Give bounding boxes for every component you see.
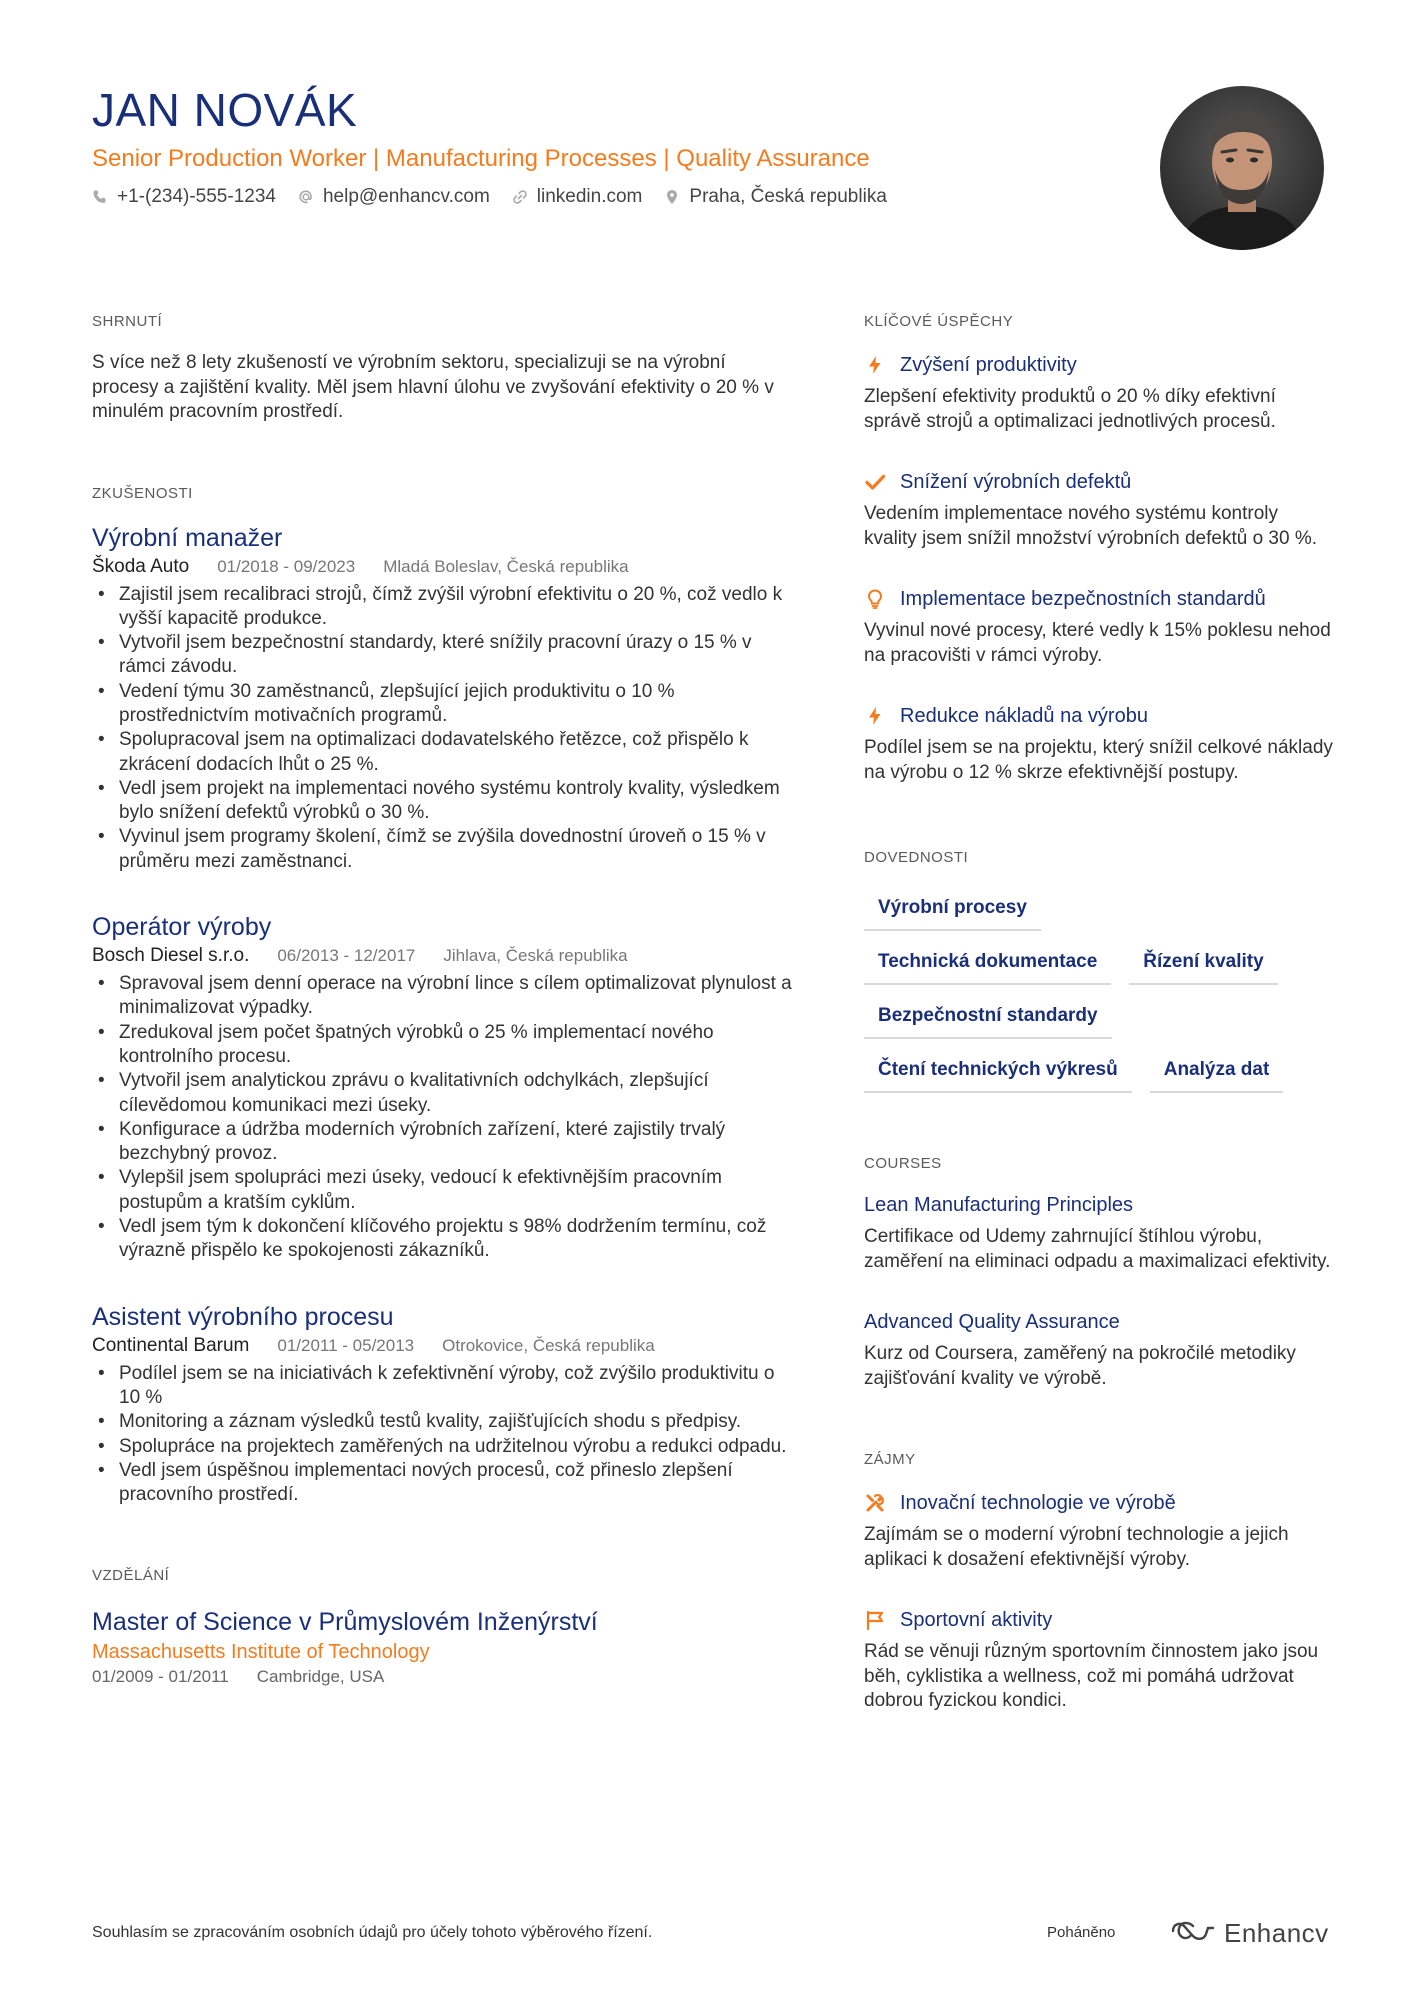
job-meta (92, 1334, 792, 1358)
at-sign-icon (298, 189, 314, 205)
email-text[interactable]: help@enhancv.com (322, 186, 490, 207)
skill-tag: Technická dokumentace (864, 943, 1111, 985)
link-icon (512, 189, 528, 205)
job-bullet: • Vyvinul jsem programy školení, čímž se zvýšila dovednostní úroveň o 15 % v průměru mezi zaměstnanci. (92, 825, 792, 874)
interest-title: Inovační technologie ve výrobě (900, 1492, 1176, 1514)
interest-title: Sportovní aktivity (900, 1609, 1053, 1631)
courses-section (864, 1155, 1334, 1391)
candidate-name: JAN NOVÁK (92, 84, 358, 136)
job-bullet: • Monitoring a záznam výsledků testů kvality, zajišťujících shodu s předpisy. (92, 1410, 792, 1434)
job-title: Výrobní manažer (92, 523, 283, 552)
job-bullet: • Spolupracoval jsem na optimalizaci dodavatelského řetězce, což přispělo k zkrácení dodacích lhůt o 25 %. (92, 728, 792, 777)
course-text: Certifikace od Udemy zahrnující štíhlou výrobu, zaměření na eliminaci odpadu a maximalizaci efektivity. (864, 1226, 1331, 1272)
interest-item (864, 1608, 1334, 1714)
contact-phone (92, 186, 276, 208)
job-dates: 01/2011 - 05/2013 (277, 1335, 415, 1355)
job-dates: 01/2018 - 09/2023 (217, 556, 356, 576)
job-title: Asistent výrobního procesu (92, 1302, 394, 1331)
job-entry (92, 1302, 792, 1508)
contact-linkedin[interactable] (512, 186, 643, 208)
skill-tag: Řízení kvality (1129, 943, 1277, 985)
job-bullet: • Zredukoval jsem počet špatných výrobků o 25 % implementací nového kontrolního procesu. (92, 1021, 792, 1070)
interest-text: Rád se věnuji různým sportovním činnostem jako jsou běh, cyklistika a wellness, což mi pomáhá udržovat dobrou fyzickou kondici. (864, 1641, 1319, 1711)
skill-tag: Výrobní procesy (864, 889, 1041, 931)
linkedin-text[interactable]: linkedin.com (536, 186, 643, 207)
job-bullet: • Spolupráce na projektech zaměřených na udržitelnou výrobu a redukci odpadu. (92, 1435, 792, 1459)
lightning-icon (864, 705, 886, 727)
course-item (864, 1193, 1334, 1274)
job-bullet: • Vedl jsem tým k dokončení klíčového projektu s 98% dodržením termínu, což výrazně přispělo ke spokojenosti zákazníků. (92, 1215, 792, 1264)
interest-header (864, 1608, 1334, 1632)
page-footer (92, 1918, 1329, 1948)
job-bullet: • Zajistil jsem recalibraci strojů, čímž zvýšil výrobní efektivitu o 20 %, což vedlo k vyšší kapacitě produkce. (92, 583, 792, 632)
skill-tag: Analýza dat (1150, 1051, 1284, 1093)
job-location: Mladá Boleslav, Česká republika (383, 556, 629, 576)
achievement-item (864, 470, 1334, 551)
tools-icon (864, 1492, 886, 1514)
job-bullet: • Vedl jsem úspěšnou implementaci nových procesů, což přineslo zlepšení pracovního prostředí. (92, 1459, 792, 1508)
skill-tag: Čtení technických výkresů (864, 1051, 1132, 1093)
course-text: Kurz od Coursera, zaměřený na pokročilé metodiky zajišťování kvality ve výrobě. (864, 1343, 1296, 1389)
interest-header (864, 1491, 1334, 1515)
job-title: Operátor výroby (92, 913, 272, 942)
job-entry (92, 912, 792, 1264)
job-bullet: • Spravoval jsem denní operace na výrobní lince s cílem optimalizovat plynulost a minimalizovat výpadky. (92, 972, 792, 1021)
job-meta (92, 555, 792, 579)
phone-text: +1-(234)-555-1234 (117, 186, 276, 207)
skill-tag: Bezpečnostní standardy (864, 997, 1112, 1039)
job-bullet: • Konfigurace a údržba moderních výrobních zařízení, které zajistily trvalý bezchybný provoz. (92, 1118, 792, 1167)
interests-section (864, 1451, 1334, 1714)
skills-title: DOVEDNOSTI (864, 849, 969, 866)
job-bullet: • Vedení týmu 30 zaměstnanců, zlepšující jejich produktivitu o 10 % prostřednictvím motivačních programů. (92, 680, 792, 729)
achievement-item (864, 587, 1334, 668)
interests-title: ZÁJMY (864, 1451, 916, 1468)
right-column (864, 313, 1334, 1714)
education-meta (92, 1667, 792, 1687)
summary-text: S více než 8 lety zkušeností ve výrobním sektoru, specializuji se na výrobní procesy a zajištění kvality. Měl jsem hlavní úlohu ve zvyšování efektivity o 20 % v minulém pracovním prostředí. (92, 352, 774, 422)
enhancv-logo-icon (1170, 1918, 1216, 1949)
achievements-section (864, 313, 1334, 785)
achievement-title: Implementace bezpečnostních standardů (900, 588, 1266, 610)
achievement-item (864, 704, 1334, 785)
check-icon (864, 471, 886, 493)
achievement-title: Snížení výrobních defektů (900, 471, 1132, 493)
interest-item (864, 1491, 1334, 1572)
contact-email[interactable] (298, 186, 490, 208)
job-entry (92, 523, 792, 875)
job-bullets (92, 1362, 792, 1508)
skills-list (864, 889, 1334, 1105)
phone-icon (92, 189, 108, 205)
education-location: Cambridge, USA (256, 1667, 385, 1687)
contact-info (92, 186, 1132, 208)
location-text: Praha, Česká republika (689, 186, 887, 207)
job-bullet: • Podílel jsem se na iniciativách k zefektivnění výroby, což zvýšilo produktivitu o 10 % (92, 1362, 792, 1411)
flag-icon (864, 1609, 886, 1631)
job-bullets (92, 583, 792, 875)
consent-text: Souhlasím se zpracováním osobních údajů pro účely tohoto výběrového řízení. (92, 1924, 653, 1941)
achievement-header (864, 470, 1334, 494)
job-location: Otrokovice, Česká republika (442, 1335, 655, 1355)
achievements-title: KLÍČOVÉ ÚSPĚCHY (864, 313, 1014, 330)
job-bullet: • Vytvořil jsem analytickou zprávu o kvalitativních odchylkách, zlepšující cílevědomou komunikaci mezi úseky. (92, 1069, 792, 1118)
job-bullet: • Vedl jsem projekt na implementaci nového systému kontroly kvality, výsledkem bylo snížení defektů výrobků o 30 %. (92, 777, 792, 826)
left-column (92, 313, 792, 1687)
candidate-headline: Senior Production Worker | Manufacturing Processes | Quality Assurance (92, 145, 870, 172)
interest-text: Zajímám se o moderní výrobní technologie a jejich aplikaci k dosažení efektivnější výroby. (864, 1524, 1289, 1570)
enhancv-logo[interactable] (1170, 1918, 1329, 1949)
job-bullets (92, 972, 792, 1264)
achievement-item (864, 353, 1334, 434)
achievement-header (864, 587, 1334, 611)
job-company: Continental Barum (92, 1334, 250, 1356)
achievement-title: Redukce nákladů na výrobu (900, 705, 1148, 727)
course-title: Advanced Quality Assurance (864, 1311, 1120, 1333)
job-company: Škoda Auto (92, 555, 190, 577)
achievement-text: Podílel jsem se na projektu, který snížil celkové náklady na výrobu o 12 % skrze efektivnější postupy. (864, 737, 1333, 783)
course-item (864, 1310, 1334, 1391)
job-location: Jihlava, Česká republika (443, 946, 628, 966)
job-dates: 06/2013 - 12/2017 (277, 946, 416, 966)
skills-section (864, 849, 1334, 1105)
lightning-icon (864, 354, 886, 376)
experience-section (92, 485, 792, 1508)
achievement-header (864, 704, 1334, 728)
education-section (92, 1567, 792, 1687)
achievement-text: Vyvinul nové procesy, které vedly k 15% poklesu nehod na pracovišti v rámci výroby. (864, 620, 1331, 666)
brand-name: Enhancv (1224, 1918, 1329, 1948)
courses-title: COURSES (864, 1155, 942, 1172)
resume-header (92, 82, 1132, 208)
powered-by-label: Poháněno (1047, 1924, 1116, 1941)
education-degree: Master of Science v Průmyslovém Inženýrství (92, 1608, 598, 1637)
achievement-text: Zlepšení efektivity produktů o 20 % díky efektivní správě strojů a optimalizaci jednotlivých procesů. (864, 386, 1276, 432)
summary-title: SHRNUTÍ (92, 313, 163, 330)
achievement-header (864, 353, 1334, 377)
job-company: Bosch Diesel s.r.o. (92, 945, 250, 967)
education-dates: 01/2009 - 01/2011 (92, 1667, 229, 1687)
lightbulb-icon (864, 588, 886, 610)
location-pin-icon (664, 189, 680, 205)
education-school: Massachusetts Institute of Technology (92, 1641, 430, 1664)
achievement-text: Vedením implementace nového systému kontroly kvality jsem snížil množství výrobních defektů o 30 %. (864, 503, 1318, 549)
course-title: Lean Manufacturing Principles (864, 1194, 1134, 1216)
summary-section (92, 313, 792, 425)
job-meta (92, 944, 792, 968)
contact-location (664, 186, 887, 208)
experience-title: ZKUŠENOSTI (92, 484, 193, 502)
education-title: VZDĚLÁNÍ (92, 1567, 170, 1585)
job-bullet: • Vylepšil jsem spolupráci mezi úseky, vedoucí k efektivnějším pracovním postupům a kratším cyklům. (92, 1166, 792, 1215)
job-bullet: • Vytvořil jsem bezpečnostní standardy, které snížily pracovní úrazy o 15 % v rámci závodu. (92, 631, 792, 680)
achievement-title: Zvýšení produktivity (900, 354, 1077, 376)
profile-photo (1160, 86, 1324, 250)
